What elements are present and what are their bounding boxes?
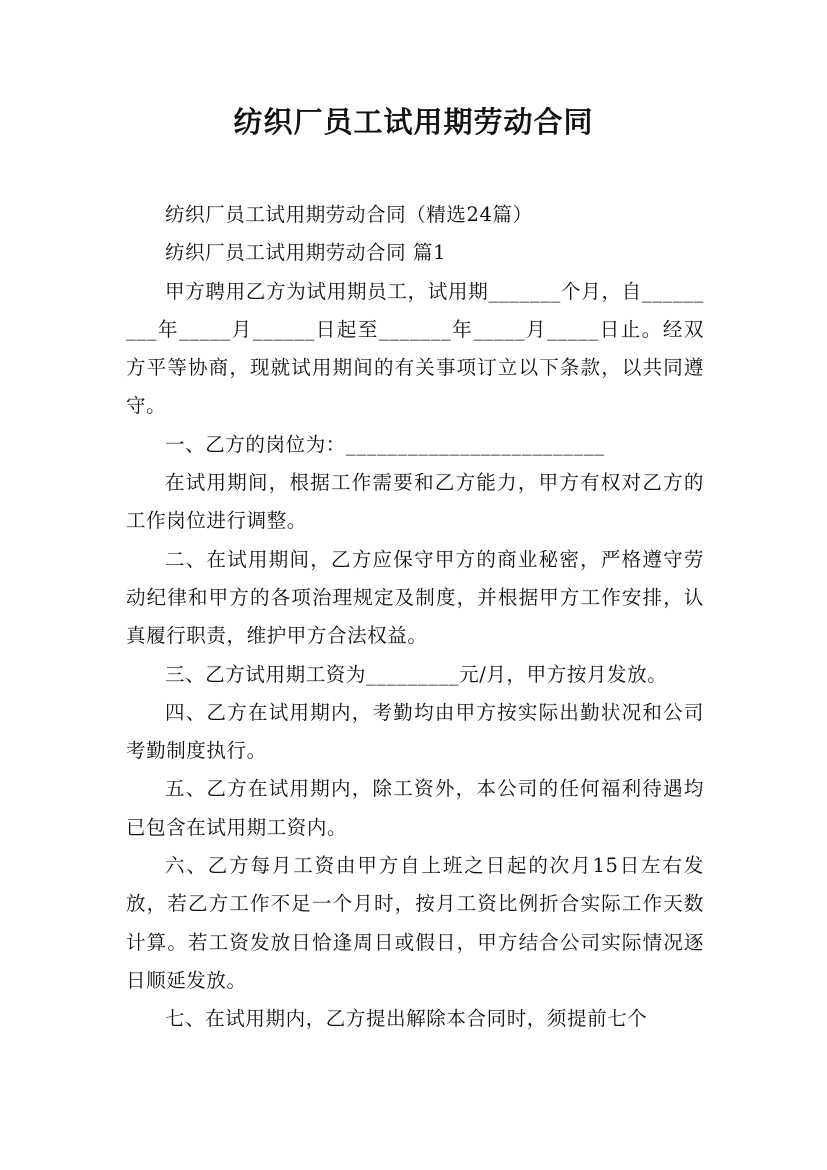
clause-6: 六、乙方每月工资由甲方自上班之日起的次月15日左右发放，若乙方工作不足一个月时，按月工资比例折合实际工作天数计算。若工资发放日恰逢周日或假日，甲方结合公司实际情况逐日顺延发放。 <box>126 854 704 992</box>
document-title: 纺织厂员工试用期劳动合同 <box>233 105 594 139</box>
clause-5: 五、乙方在试用期内，除工资外，本公司的任何福利待遇均已包含在试用期工资内。 <box>126 777 704 839</box>
section-heading: 纺织厂员工试用期劳动合同 篇1 <box>165 241 447 265</box>
clause-7: 七、在试用期内，乙方提出解除本合同时，须提前七个 <box>165 1007 648 1031</box>
clause-3: 三、乙方试用期工资为_________元/月，甲方按月发放。 <box>165 662 668 686</box>
document-body <box>126 196 704 1039</box>
clause-1-position: 一、乙方的岗位为：_________________________ <box>165 432 605 456</box>
intro-paragraph: 甲方聘用乙方为试用期员工，试用期_______个月，自_________年_____月______日起至_______年_____月_____日止。经双方平等协商，现就试用期间的有关事项订立以下条款，以共同遵守。 <box>126 279 704 418</box>
subtitle-paragraph: 纺织厂员工试用期劳动合同（精选24篇） <box>165 203 533 226</box>
clause-2: 二、在试用期间，乙方应保守甲方的商业秘密，严格遵守劳动纪律和甲方的各项治理规定及制度，并根据甲方工作安排，认真履行职责，维护甲方合法权益。 <box>126 547 704 648</box>
clause-1-detail: 在试用期间，根据工作需要和乙方能力，甲方有权对乙方的工作岗位进行调整。 <box>126 471 704 533</box>
clause-4: 四、乙方在试用期内，考勤均由甲方按实际出勤状况和公司考勤制度执行。 <box>126 700 704 763</box>
